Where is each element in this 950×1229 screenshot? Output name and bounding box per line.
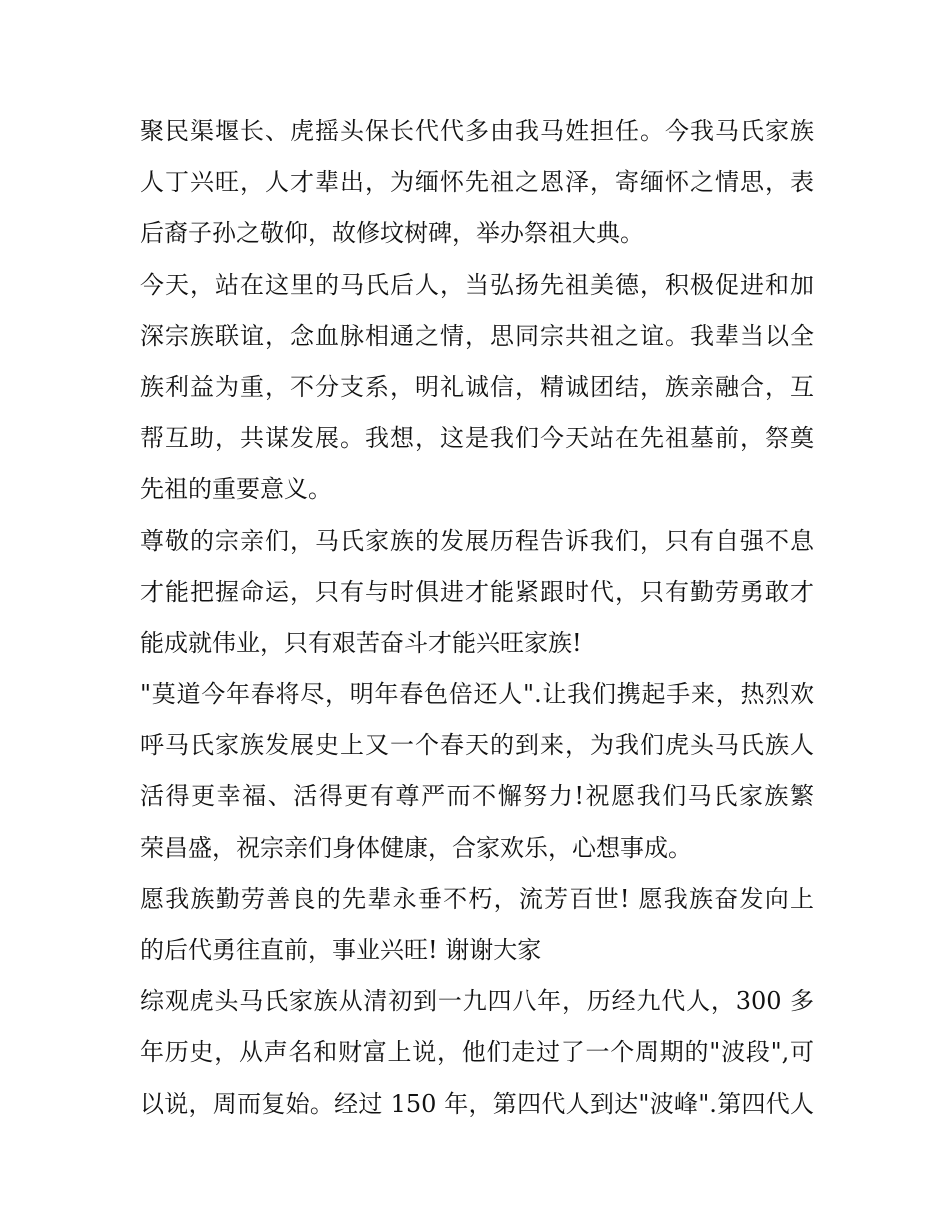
text-line-2: 人丁兴旺，人才辈出，为缅怀先祖之恩泽，寄缅怀之情思，表 [140,168,814,197]
text-line-20: 以说，周而复始。经过 150 年，第四代人到达"波峰".第四代人 [140,1089,814,1118]
text-line-19: 年历史，从声名和财富上说，他们走过了一个周期的"波段",可 [140,1038,814,1067]
text-line-5: 深宗族联谊，念血脉相通之情，思同宗共祖之谊。我辈当以全 [140,321,814,350]
text-line-12: "莫道今年春将尽，明年春色倍还人".让我们携起手来，热烈欢 [140,680,814,709]
text-line-16: 愿我族勤劳善良的先辈永垂不朽，流芳百世! 愿我族奋发向上 [140,884,814,913]
text-line-15: 荣昌盛，祝宗亲们身体健康，合家欢乐，心想事成。 [140,833,692,862]
text-line-18: 综观虎头马氏家族从清初到一九四八年，历经九代人，300 多 [140,987,814,1016]
text-line-7: 帮互助，共谋发展。我想，这是我们今天站在先祖墓前，祭奠 [140,424,814,453]
text-line-13: 呼马氏家族发展史上又一个春天的到来，为我们虎头马氏族人 [140,731,814,760]
document-body [140,106,814,1130]
text-line-14: 活得更幸福、活得更有尊严而不懈努力!祝愿我们马氏家族繁 [140,782,814,811]
text-line-1: 聚民渠堰长、虎摇头保长代代多由我马姓担任。今我马氏家族 [140,117,814,145]
text-line-17: 的后代勇往直前，事业兴旺! 谢谢大家 [140,936,542,964]
text-line-9: 尊敬的宗亲们，马氏家族的发展历程告诉我们，只有自强不息 [140,526,814,555]
text-line-4: 今天，站在这里的马氏后人，当弘扬先祖美德，积极促进和加 [140,270,814,299]
text-line-6: 族利益为重，不分支系，明礼诚信，精诚团结，族亲融合，互 [140,372,814,401]
text-line-8: 先祖的重要意义。 [140,475,332,504]
text-line-10: 才能把握命运，只有与时俱进才能紧跟时代，只有勤劳勇敢才 [140,577,814,606]
text-line-3: 后裔子孙之敬仰，故修坟树碑，举办祭祖大典。 [140,219,644,248]
text-line-11: 能成就伟业，只有艰苦奋斗才能兴旺家族! [140,628,582,657]
